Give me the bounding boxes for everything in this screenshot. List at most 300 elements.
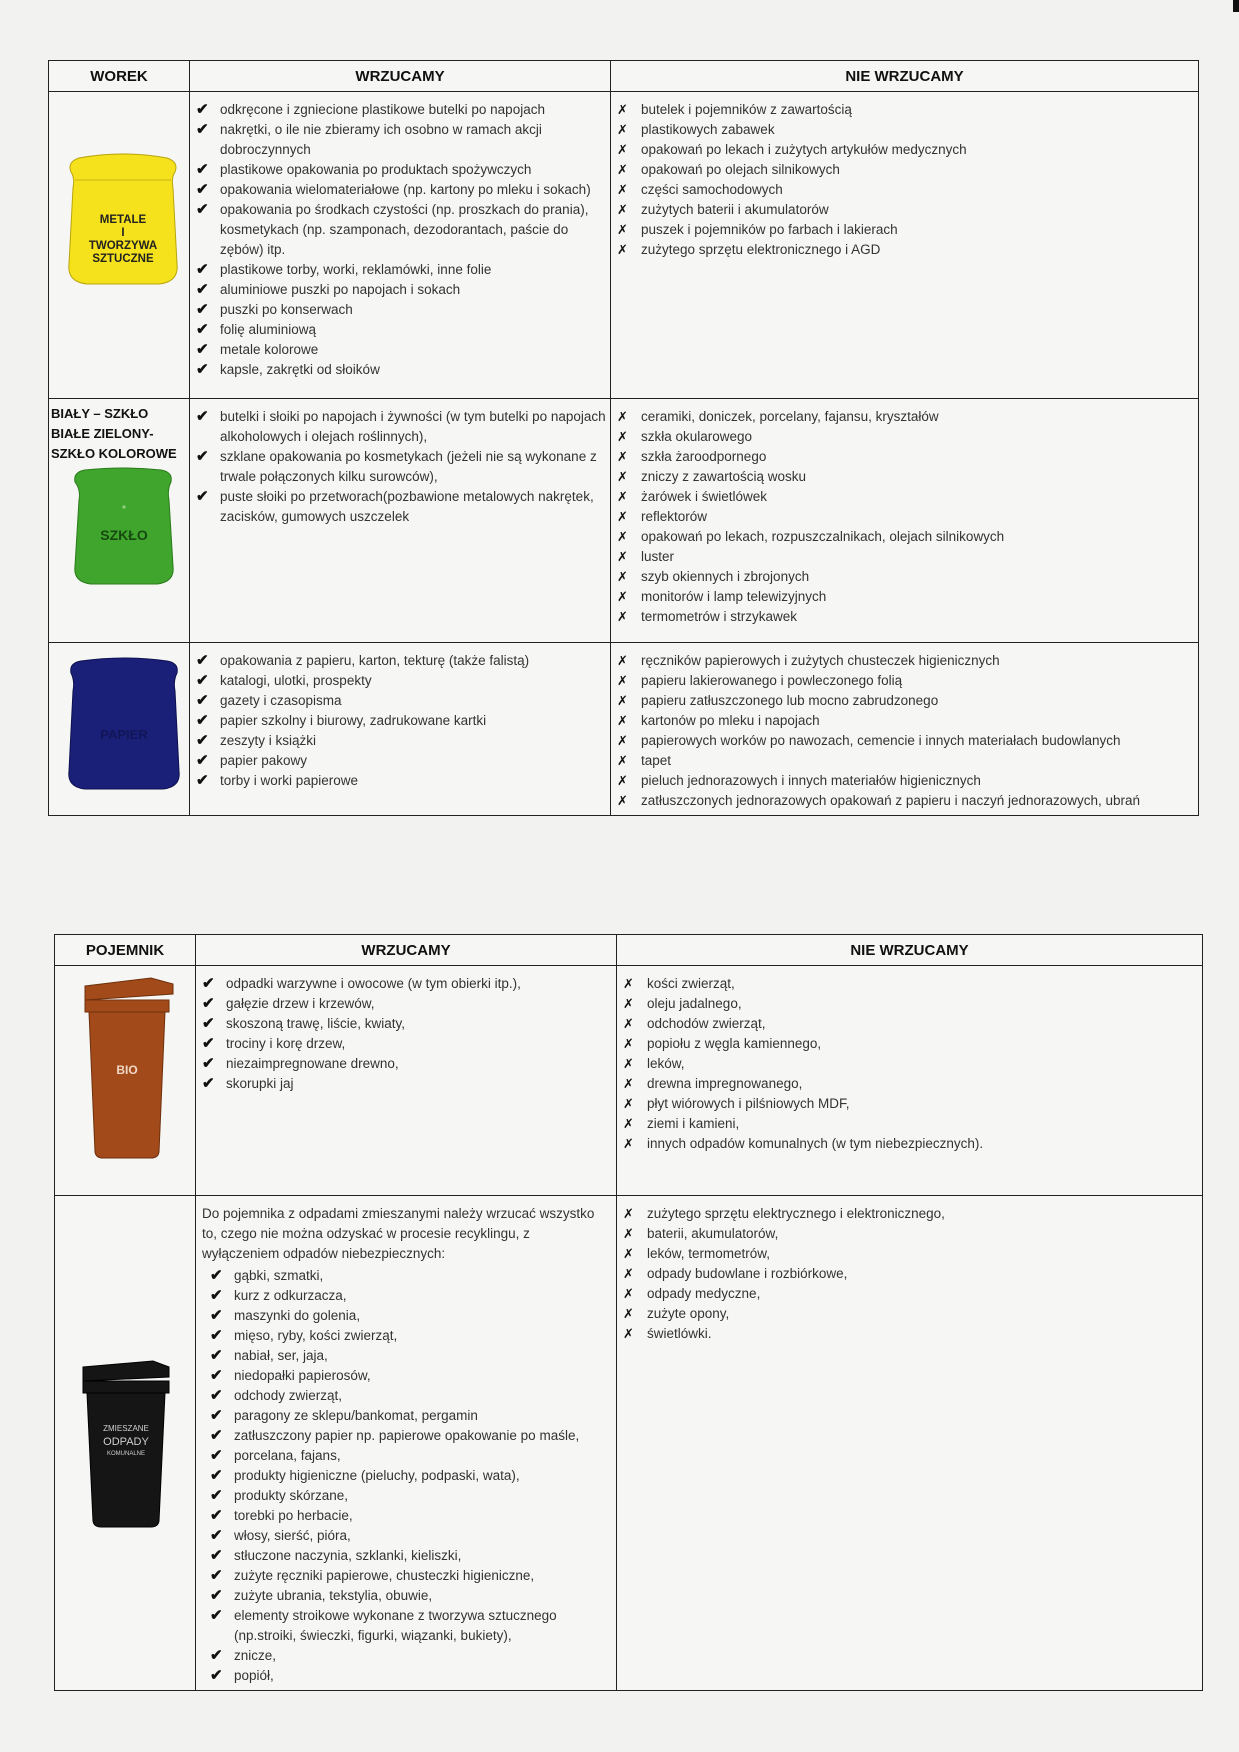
- check-icon: ✔: [196, 281, 209, 298]
- cross-icon: ✗: [617, 222, 628, 237]
- wrzucamy-list: [196, 966, 616, 1098]
- list-item: [210, 1566, 612, 1586]
- list-item: [623, 1244, 1198, 1264]
- list-item: [196, 447, 606, 487]
- check-icon: ✔: [210, 1327, 223, 1344]
- list-item: [196, 360, 606, 380]
- list-item-text: części samochodowych: [641, 182, 783, 197]
- list-item-text: gazety i czasopisma: [220, 693, 342, 708]
- list-item: [623, 1094, 1198, 1114]
- list-item-text: szklane opakowania po kosmetykach (jeżeli nie są wykonane z trwale połączonych kilku surowców),: [220, 449, 597, 484]
- check-icon: ✔: [196, 488, 209, 505]
- list-item-text: monitorów i lamp telewizyjnych: [641, 589, 827, 604]
- bag-cell: [49, 92, 190, 399]
- list-item: [617, 160, 1194, 180]
- list-item-text: trociny i korę drzew,: [226, 1036, 346, 1051]
- list-item: [210, 1426, 612, 1446]
- list-item: [617, 180, 1194, 200]
- cross-icon: ✗: [623, 1136, 634, 1151]
- list-item: [196, 280, 606, 300]
- list-item-text: gałęzie drzew i krzewów,: [226, 996, 375, 1011]
- list-item-text: odpady budowlane i rozbiórkowe,: [647, 1266, 848, 1281]
- list-item: [210, 1386, 612, 1406]
- list-item: [210, 1326, 612, 1346]
- cross-icon: ✗: [617, 773, 628, 788]
- cross-icon: ✗: [617, 569, 628, 584]
- header-nie-wrzucamy: NIE WRZUCAMY: [617, 935, 1203, 966]
- list-item: [196, 160, 606, 180]
- list-item: [617, 771, 1194, 791]
- list-item: [196, 340, 606, 360]
- list-item-text: szyb okiennych i zbrojonych: [641, 569, 810, 584]
- list-item-text: opakowań po lekach i zużytych artykułów medycznych: [641, 142, 967, 157]
- list-item-text: skorupki jaj: [226, 1076, 294, 1091]
- header-worek: WOREK: [49, 61, 190, 92]
- list-item-text: nakrętki, o ile nie zbieramy ich osobno w ramach akcji dobroczynnych: [220, 122, 542, 157]
- check-icon: ✔: [196, 181, 209, 198]
- list-item-text: odpady medyczne,: [647, 1286, 761, 1301]
- list-item-text: gąbki, szmatki,: [234, 1268, 324, 1283]
- nie-wrzucamy-list: [611, 643, 1198, 815]
- list-item: [617, 407, 1194, 427]
- cross-icon: ✗: [623, 1306, 634, 1321]
- list-item-text: termometrów i strzykawek: [641, 609, 798, 624]
- list-item: [623, 1034, 1198, 1054]
- cross-icon: ✗: [617, 429, 628, 444]
- bin-cell: [55, 1196, 196, 1691]
- list-item-text: kartonów po mleku i napojach: [641, 713, 820, 728]
- check-icon: ✔: [202, 1035, 215, 1052]
- bin-text-line: ZMIESZANE: [103, 1424, 149, 1433]
- check-icon: ✔: [210, 1407, 223, 1424]
- list-item: [617, 751, 1194, 771]
- list-item-text: popiół,: [234, 1668, 274, 1683]
- list-item-text: popiołu z węgla kamiennego,: [647, 1036, 822, 1051]
- list-item: [196, 731, 606, 751]
- list-item-text: skoszoną trawę, liście, kwiaty,: [226, 1016, 406, 1031]
- list-item: [210, 1446, 612, 1466]
- list-item: [196, 200, 606, 260]
- list-item: [210, 1286, 612, 1306]
- list-item: [623, 1284, 1198, 1304]
- bin-text-line: BIO: [116, 1063, 138, 1077]
- check-icon: ✔: [196, 732, 209, 749]
- check-icon: ✔: [196, 101, 209, 118]
- check-icon: ✔: [210, 1567, 223, 1584]
- header-wrzucamy: WRZUCAMY: [190, 61, 611, 92]
- list-item-text: reflektorów: [641, 509, 708, 524]
- bag-text-line: PAPIER: [100, 727, 148, 742]
- zmieszane-intro: Do pojemnika z odpadami zmieszanymi należy wrzucać wszystko to, czego nie można odzyskać w procesie recyklingu, z wyłączeniem odpadów niebezpiecznych:: [202, 1206, 595, 1261]
- list-item: [210, 1306, 612, 1326]
- list-item: [196, 407, 606, 447]
- list-item-text: butelek i pojemników z zawartością: [641, 102, 852, 117]
- list-item: [196, 771, 606, 791]
- header-nie-wrzucamy: NIE WRZUCAMY: [611, 61, 1199, 92]
- list-item-text: aluminiowe puszki po napojach i sokach: [220, 282, 461, 297]
- cross-icon: ✗: [623, 1286, 634, 1301]
- list-item: [617, 487, 1194, 507]
- cross-icon: ✗: [617, 509, 628, 524]
- cross-icon: ✗: [623, 1206, 634, 1221]
- check-icon: ✔: [210, 1347, 223, 1364]
- list-item: [617, 671, 1194, 691]
- list-item-text: drewna impregnowanego,: [647, 1076, 803, 1091]
- bag-label: BIAŁY – SZKŁO BIAŁE ZIELONY- SZKŁO KOLOROWE: [51, 406, 177, 461]
- list-item-text: ceramiki, doniczek, porcelany, fajansu, kryształów: [641, 409, 939, 424]
- list-item: [196, 651, 606, 671]
- list-item: [196, 751, 606, 771]
- nie-wrzucamy-cell: [611, 643, 1199, 816]
- check-icon: ✔: [196, 752, 209, 769]
- green-bag-icon: [49, 464, 187, 594]
- check-icon: ✔: [196, 301, 209, 318]
- list-item: [617, 220, 1194, 240]
- cross-icon: ✗: [617, 589, 628, 604]
- bag-cell: [49, 643, 190, 816]
- list-item: [617, 467, 1194, 487]
- list-item-text: opakowania wielomateriałowe (np. kartony po mleku i sokach): [220, 182, 591, 197]
- list-item: [623, 1224, 1198, 1244]
- bin-text-line: KOMUNALNE: [106, 1451, 146, 1457]
- list-item-text: mięso, ryby, kości zwierząt,: [234, 1328, 398, 1343]
- check-icon: ✔: [196, 341, 209, 358]
- nie-wrzucamy-cell: [611, 399, 1199, 643]
- cross-icon: ✗: [617, 753, 628, 768]
- list-item-text: puszki po konserwach: [220, 302, 353, 317]
- list-item-text: kurz z odkurzacza,: [234, 1288, 347, 1303]
- scan-edge-mark: [1233, 0, 1239, 12]
- check-icon: ✔: [202, 1075, 215, 1092]
- list-item-text: odchodów zwierząt,: [647, 1016, 766, 1031]
- row-zmieszane: [55, 1196, 1203, 1691]
- check-icon: ✔: [202, 995, 215, 1012]
- check-icon: ✔: [196, 261, 209, 278]
- cross-icon: ✗: [617, 609, 628, 624]
- list-item-text: zużytego sprzętu elektrycznego i elektronicznego,: [647, 1206, 945, 1221]
- list-item-text: opakowania po środkach czystości (np. proszkach do prania), kosmetykach (np. szamponach, dezodorantach, paście do zębów) itp.: [220, 202, 589, 257]
- list-item-text: puszek i pojemników po farbach i lakierach: [641, 222, 898, 237]
- check-icon: ✔: [210, 1367, 223, 1384]
- row-metale-tworzywa: [49, 92, 1199, 399]
- list-item-text: leków, termometrów,: [647, 1246, 771, 1261]
- list-item-text: żarówek i świetlówek: [641, 489, 768, 504]
- list-item: [202, 1014, 612, 1034]
- list-item: [210, 1366, 612, 1386]
- cross-icon: ✗: [623, 1326, 634, 1341]
- list-item: [617, 587, 1194, 607]
- check-icon: ✔: [202, 975, 215, 992]
- list-item-text: szkła okularowego: [641, 429, 753, 444]
- bag-text-line: I: [121, 227, 125, 239]
- cross-icon: ✗: [617, 549, 628, 564]
- list-item: [617, 120, 1194, 140]
- bag-cell: [49, 399, 190, 643]
- list-item: [210, 1406, 612, 1426]
- list-item-text: papierowych worków po nawozach, cemencie i innych materiałach budowlanych: [641, 733, 1121, 748]
- bag-text-line: TWORZYWA: [88, 240, 158, 252]
- list-item: [617, 691, 1194, 711]
- list-item: [202, 994, 612, 1014]
- check-icon: ✔: [210, 1587, 223, 1604]
- list-item-text: porcelana, fajans,: [234, 1448, 341, 1463]
- cross-icon: ✗: [617, 142, 628, 157]
- check-icon: ✔: [196, 448, 209, 465]
- cross-icon: ✗: [623, 1266, 634, 1281]
- list-item-text: zniczy z zawartością wosku: [641, 469, 807, 484]
- list-item: [196, 180, 606, 200]
- list-item-text: baterii, akumulatorów,: [647, 1226, 779, 1241]
- wrzucamy-cell: [190, 399, 611, 643]
- bag-text-line: METALE: [99, 214, 147, 226]
- list-item-text: zużyte ubrania, tekstylia, obuwie,: [234, 1588, 433, 1603]
- bins-table: [54, 934, 1203, 1691]
- list-item: [196, 300, 606, 320]
- list-item-text: tapet: [641, 753, 672, 768]
- list-item-text: zużytego sprzętu elektronicznego i AGD: [641, 242, 881, 257]
- list-item: [623, 1074, 1198, 1094]
- check-icon: ✔: [210, 1467, 223, 1484]
- cross-icon: ✗: [623, 1226, 634, 1241]
- cross-icon: ✗: [617, 409, 628, 424]
- cross-icon: ✗: [617, 162, 628, 177]
- list-item: [617, 447, 1194, 467]
- list-item: [617, 140, 1194, 160]
- list-item: [196, 487, 606, 527]
- list-item-text: niezaimpregnowane drewno,: [226, 1056, 399, 1071]
- cross-icon: ✗: [623, 1246, 634, 1261]
- list-item: [623, 1054, 1198, 1074]
- list-item: [623, 974, 1198, 994]
- cross-icon: ✗: [617, 693, 628, 708]
- list-item: [623, 1324, 1198, 1344]
- list-item-text: oleju jadalnego,: [647, 996, 742, 1011]
- nie-wrzucamy-cell: [617, 966, 1203, 1196]
- list-item-text: papieru zatłuszczonego lub mocno zabrudzonego: [641, 693, 939, 708]
- cross-icon: ✗: [623, 1096, 634, 1111]
- list-item: [617, 427, 1194, 447]
- list-item-text: ziemi i kamieni,: [647, 1116, 740, 1131]
- cross-icon: ✗: [623, 996, 634, 1011]
- list-item: [623, 1304, 1198, 1324]
- list-item-text: metale kolorowe: [220, 342, 319, 357]
- wrzucamy-list: [190, 643, 610, 795]
- check-icon: ✔: [196, 652, 209, 669]
- list-item: [210, 1506, 612, 1526]
- list-item: [617, 507, 1194, 527]
- list-item: [210, 1646, 612, 1666]
- list-item: [623, 1264, 1198, 1284]
- list-item: [210, 1606, 612, 1646]
- list-item-text: nabiał, ser, jaja,: [234, 1348, 328, 1363]
- list-item: [210, 1666, 612, 1686]
- cross-icon: ✗: [617, 242, 628, 257]
- list-item-text: luster: [641, 549, 675, 564]
- list-item: [617, 240, 1194, 260]
- list-item-text: odchody zwierząt,: [234, 1388, 343, 1403]
- bins-table-header: [55, 935, 1203, 966]
- list-item-text: elementy stroikowe wykonane z tworzywa sztucznego (np.stroiki, świeczki, figurki, wiązanki, bukiety),: [234, 1608, 557, 1643]
- list-item-text: leków,: [647, 1056, 685, 1071]
- check-icon: ✔: [210, 1287, 223, 1304]
- list-item-text: zużyte ręczniki papierowe, chusteczki higieniczne,: [234, 1568, 535, 1583]
- list-item-text: zużytych baterii i akumulatorów: [641, 202, 829, 217]
- wrzucamy-cell: [196, 966, 617, 1196]
- cross-icon: ✗: [623, 1116, 634, 1131]
- cross-icon: ✗: [623, 1016, 634, 1031]
- cross-icon: ✗: [617, 449, 628, 464]
- cross-icon: ✗: [617, 713, 628, 728]
- list-item: [623, 1114, 1198, 1134]
- list-item: [210, 1486, 612, 1506]
- row-szklo: [49, 399, 1199, 643]
- list-item-text: innych odpadów komunalnych (w tym niebezpiecznych).: [647, 1136, 984, 1151]
- list-item: [202, 1034, 612, 1054]
- list-item: [617, 527, 1194, 547]
- list-item-text: paragony ze sklepu/bankomat, pergamin: [234, 1408, 478, 1423]
- row-papier: [49, 643, 1199, 816]
- list-item: [617, 711, 1194, 731]
- list-item: [617, 547, 1194, 567]
- nie-wrzucamy-list: [611, 399, 1198, 631]
- list-item-text: zatłuszczony papier np. papierowe opakowanie po maśle,: [234, 1428, 580, 1443]
- check-icon: ✔: [196, 772, 209, 789]
- black-bin-icon: [55, 1353, 193, 1533]
- wrzucamy-cell: [190, 643, 611, 816]
- check-icon: ✔: [196, 408, 209, 425]
- nie-wrzucamy-list: [611, 92, 1198, 264]
- list-item-text: ręczników papierowych i zużytych chusteczek higienicznych: [641, 653, 1000, 668]
- cross-icon: ✗: [617, 489, 628, 504]
- list-item-text: niedopałki papierosów,: [234, 1368, 371, 1383]
- check-icon: ✔: [210, 1307, 223, 1324]
- bag-text-line: SZTUCZNE: [92, 253, 154, 265]
- list-item-text: odpadki warzywne i owocowe (w tym obierki itp.),: [226, 976, 521, 991]
- cross-icon: ✗: [623, 1036, 634, 1051]
- row-bio: [55, 966, 1203, 1196]
- check-icon: ✔: [210, 1267, 223, 1284]
- nie-wrzucamy-list: [617, 966, 1202, 1158]
- list-item: [196, 671, 606, 691]
- list-item: [196, 100, 606, 120]
- bin-text-line: ODPADY: [103, 1436, 149, 1448]
- list-item: [202, 1054, 612, 1074]
- cross-icon: ✗: [623, 1076, 634, 1091]
- list-item: [196, 691, 606, 711]
- header-wrzucamy: WRZUCAMY: [196, 935, 617, 966]
- header-pojemnik: POJEMNIK: [55, 935, 196, 966]
- list-item-text: torebki po herbacie,: [234, 1508, 353, 1523]
- cross-icon: ✗: [617, 122, 628, 137]
- list-item-text: pieluch jednorazowych i innych materiałów higienicznych: [641, 773, 981, 788]
- list-item-text: maszynki do golenia,: [234, 1308, 361, 1323]
- list-item-text: zatłuszczonych jednorazowych opakowań z papieru i naczyń jednorazowych, ubrań: [641, 793, 1141, 808]
- list-item-text: katalogi, ulotki, prospekty: [220, 673, 372, 688]
- list-item: [202, 1074, 612, 1094]
- list-item-text: kości zwierząt,: [647, 976, 735, 991]
- wrzucamy-list: [196, 1266, 616, 1690]
- check-icon: ✔: [196, 692, 209, 709]
- cross-icon: ✗: [617, 529, 628, 544]
- check-icon: ✔: [196, 201, 209, 218]
- list-item-text: stłuczone naczynia, szklanki, kieliszki,: [234, 1548, 462, 1563]
- list-item: [196, 320, 606, 340]
- cross-icon: ✗: [617, 673, 628, 688]
- cross-icon: ✗: [617, 793, 628, 808]
- list-item: [210, 1546, 612, 1566]
- list-item: [617, 731, 1194, 751]
- list-item: [617, 200, 1194, 220]
- cross-icon: ✗: [617, 102, 628, 117]
- check-icon: ✔: [196, 361, 209, 378]
- list-item: [210, 1266, 612, 1286]
- cross-icon: ✗: [623, 976, 634, 991]
- list-item: [617, 791, 1194, 811]
- list-item-text: plastikowe opakowania po produktach spożywczych: [220, 162, 532, 177]
- cross-icon: ✗: [617, 182, 628, 197]
- list-item: [617, 567, 1194, 587]
- wrzucamy-list: [190, 399, 610, 531]
- list-item-text: płyt wiórowych i pilśniowych MDF,: [647, 1096, 850, 1111]
- cross-icon: ✗: [617, 653, 628, 668]
- cross-icon: ✗: [623, 1056, 634, 1071]
- list-item-text: opakowania z papieru, karton, tekturę (także falistą): [220, 653, 530, 668]
- cross-icon: ✗: [617, 202, 628, 217]
- check-icon: ✔: [210, 1507, 223, 1524]
- list-item-text: butelki i słoiki po napojach i żywności (w tym butelki po napojach alkoholowych i olejach roślinnych),: [220, 409, 606, 444]
- check-icon: ✔: [202, 1055, 215, 1072]
- nie-wrzucamy-list: [617, 1196, 1202, 1348]
- cross-icon: ✗: [617, 733, 628, 748]
- list-item: [196, 260, 606, 280]
- list-item-text: zużyte opony,: [647, 1306, 730, 1321]
- list-item: [623, 1204, 1198, 1224]
- check-icon: ✔: [210, 1547, 223, 1564]
- check-icon: ✔: [196, 161, 209, 178]
- yellow-bag-icon: [49, 92, 187, 392]
- check-icon: ✔: [210, 1667, 223, 1684]
- list-item: [196, 711, 606, 731]
- list-item: [210, 1346, 612, 1366]
- list-item-text: zeszyty i książki: [220, 733, 317, 748]
- list-item: [617, 607, 1194, 627]
- list-item-text: produkty higieniczne (pieluchy, podpaski, wata),: [234, 1468, 520, 1483]
- check-icon: ✔: [210, 1527, 223, 1544]
- list-item-text: papier pakowy: [220, 753, 308, 768]
- check-icon: ✔: [196, 712, 209, 729]
- list-item-text: torby i worki papierowe: [220, 773, 359, 788]
- check-icon: ✔: [210, 1487, 223, 1504]
- wrzucamy-list: [190, 92, 610, 384]
- check-icon: ✔: [210, 1647, 223, 1664]
- nie-wrzucamy-cell: [617, 1196, 1203, 1691]
- bag-text-line: SZKŁO: [100, 527, 148, 543]
- list-item-text: produkty skórzane,: [234, 1488, 349, 1503]
- wrzucamy-cell: [190, 92, 611, 399]
- brown-bin-icon: [55, 966, 193, 1191]
- check-icon: ✔: [196, 321, 209, 338]
- list-item-text: odkręcone i zgniecione plastikowe butelki po napojach: [220, 102, 545, 117]
- list-item-text: opakowań po lekach, rozpuszczalnikach, olejach silnikowych: [641, 529, 1005, 544]
- check-icon: ✔: [196, 121, 209, 138]
- blue-bag-icon: [49, 643, 187, 803]
- check-icon: ✔: [202, 1015, 215, 1032]
- list-item-text: puste słoiki po przetworach(pozbawione metalowych nakrętek, zacisków, gumowych uszczelek: [220, 489, 594, 524]
- list-item: [623, 994, 1198, 1014]
- list-item: [202, 974, 612, 994]
- cross-icon: ✗: [617, 469, 628, 484]
- list-item: [623, 1134, 1198, 1154]
